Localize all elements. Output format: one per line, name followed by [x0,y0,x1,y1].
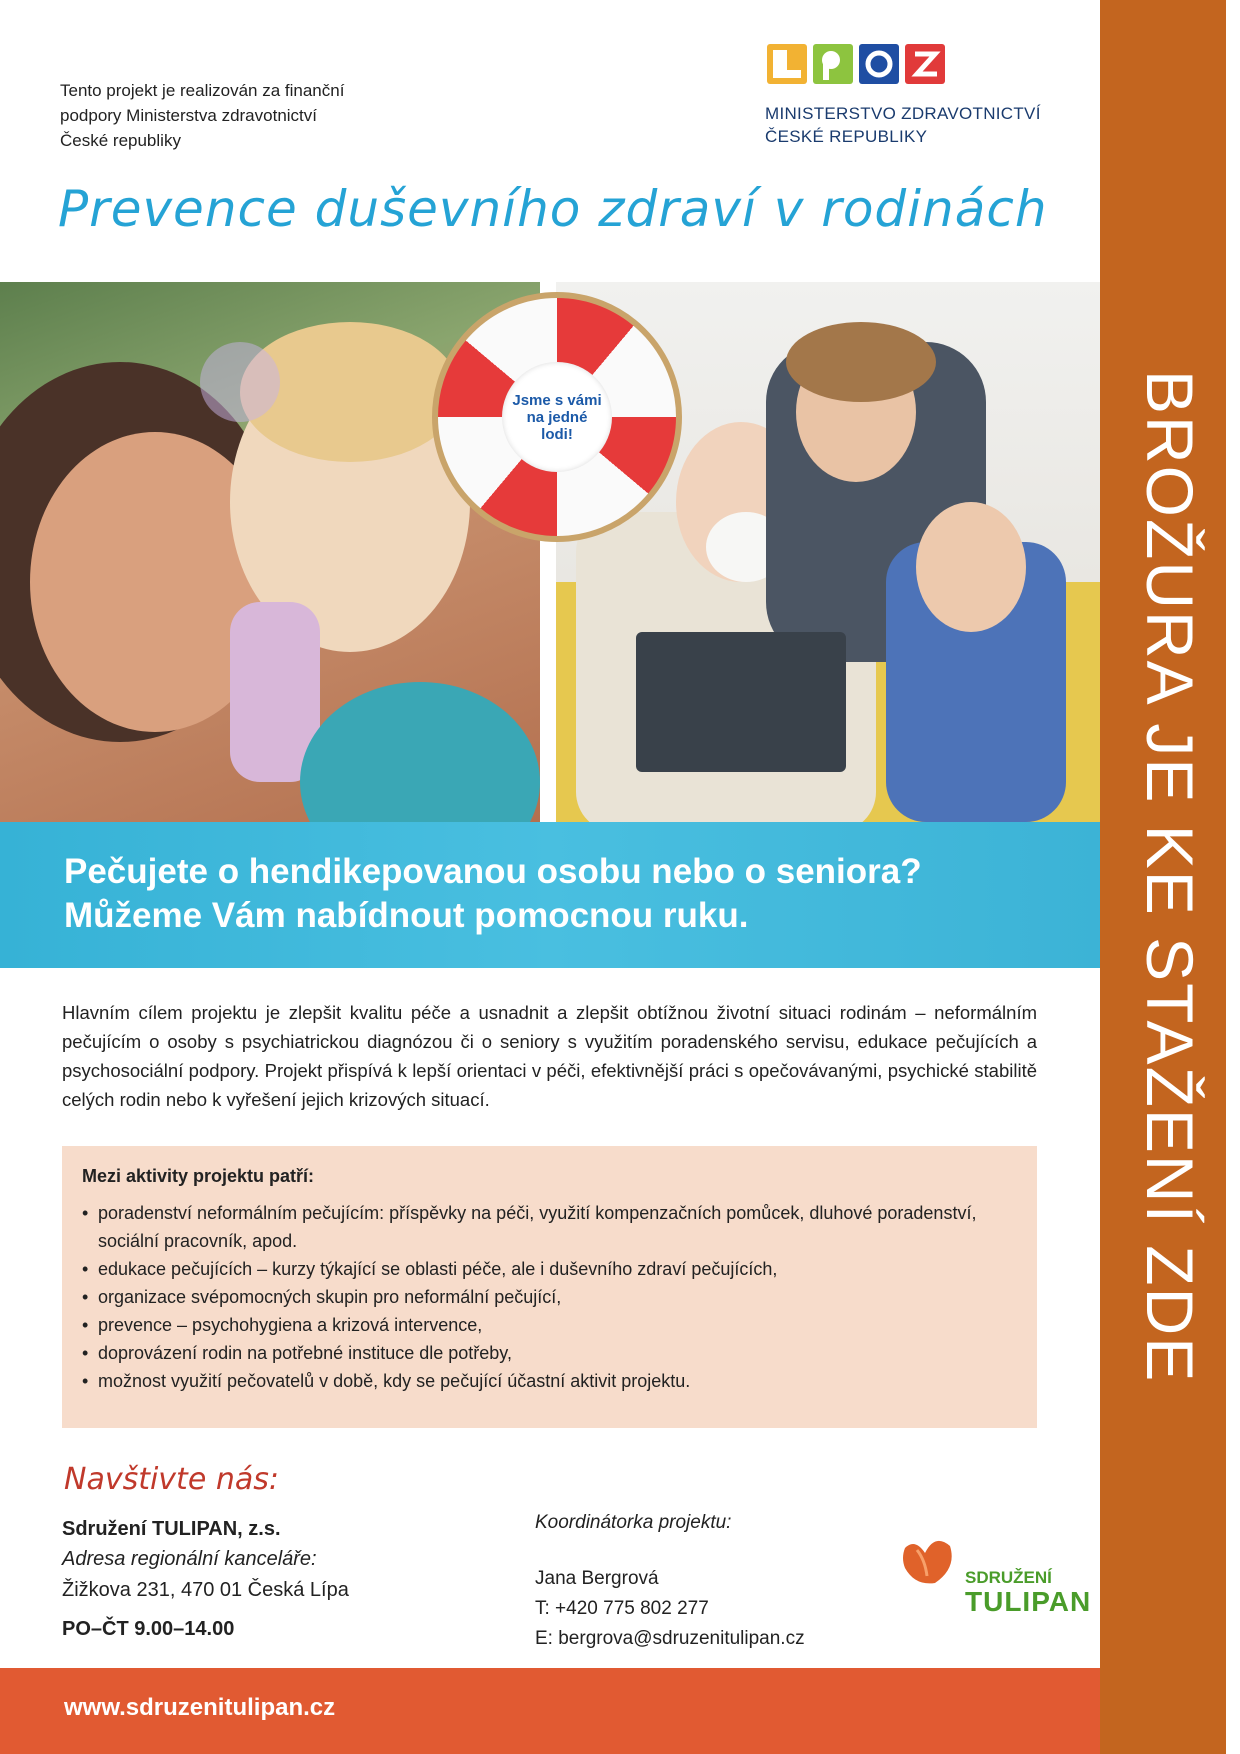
funding-notice [60,78,400,153]
ministry-emblem-icon [765,40,955,88]
tagline-line-2: Můžeme Vám nabídnout pomocnou ruku. [64,896,749,935]
ministry-logo [765,40,1055,148]
lifebuoy-line-1: Jsme s vámi [512,391,602,409]
page-title: Prevence duševního zdraví v rodinách [58,180,1048,238]
footer-bar [0,1668,1100,1754]
address: Žižkova 231, 470 01 Česká Lípa [62,1579,349,1601]
coordinator-phone: T: +420 775 802 277 [535,1598,709,1619]
activities-heading: Mezi aktivity projektu patří: [82,1166,315,1186]
list-item: • doprovázení rodin na potřebné instituce dle potřeby, [82,1339,1017,1367]
funding-notice-line-3: České republiky [60,131,181,150]
tulipan-logo [895,1518,1092,1638]
download-banner-text[interactable]: BROŽURA JE KE STAŽENÍ ZDE [1133,370,1207,1384]
list-item: • organizace svépomocných skupin pro neformální pečující, [82,1283,1017,1311]
office-hours: PO–ČT 9.00–14.00 [62,1618,235,1640]
ministry-name-line-1: MINISTERSTVO ZDRAVOTNICTVÍ [765,104,1041,123]
activities-list [82,1199,1017,1395]
visit-heading: Navštivte nás: [64,1462,279,1497]
address-label: Adresa regionální kanceláře: [62,1548,317,1570]
ministry-name-line-2: ČESKÉ REPUBLIKY [765,127,928,146]
project-description: Hlavním cílem projektu je zlepšit kvalitu péče a usnadnit a zlepšit obtížnou životní situaci rodinám – neformálním pečujícím o osoby s psychiatrickou diagnózou či o seniory s využitím poradenského servisu, edukace pečujících a psychosociální podpory. Projekt přispívá k lepší orientaci v péči, efektivnější práci s opečovávanými, psychické stabilitě celých rodin nebo k vyřešení jejich krizových situací. [62,1002,1037,1110]
organization-name: Sdružení TULIPAN, z.s. [62,1518,281,1540]
tulip-icon [895,1538,965,1618]
coordinator-label: Koordinátorka projektu: [535,1512,732,1533]
tagline-line-1: Pečujete o hendikepovanou osobu nebo o seniora? [64,852,922,891]
activities-box [62,1146,1037,1428]
lifebuoy-line-2: na jedné [526,408,588,426]
coordinator-name: Jana Bergrová [535,1568,659,1589]
lifebuoy-badge [432,292,682,542]
funding-notice-line-1: Tento projekt je realizován za finanční [60,81,345,100]
tagline-banner [0,822,1100,968]
list-item: • edukace pečujících – kurzy týkající se oblasti péče, ale i duševního zdraví pečujících, [82,1255,1017,1283]
funding-notice-line-2: podpory Ministerstva zdravotnictví [60,106,317,125]
list-item: • prevence – psychohygiena a krizová intervence, [82,1311,1017,1339]
list-item: • poradenství neformálním pečujícím: příspěvky na péči, využití kompenzačních pomůcek, dluhové poradenství, sociální pracovník, apod. [82,1199,1017,1255]
list-item: • možnost využití pečovatelů v době, kdy se pečující účastní aktivit projektu. [82,1367,1017,1395]
organization-contact [62,1514,482,1646]
tulipan-logo-line-2: TULIPAN [965,1586,1092,1617]
coordinator-email[interactable]: E: bergrova@sdruzenitulipan.cz [535,1628,805,1649]
website-link[interactable]: www.sdruzenitulipan.cz [64,1694,336,1721]
download-banner[interactable] [1100,0,1240,1754]
coordinator-contact [535,1508,875,1654]
lifebuoy-line-3: lodi! [541,425,573,443]
tulipan-logo-line-1: SDRUŽENÍ [965,1568,1052,1587]
ministry-logo-mark [765,40,1055,88]
